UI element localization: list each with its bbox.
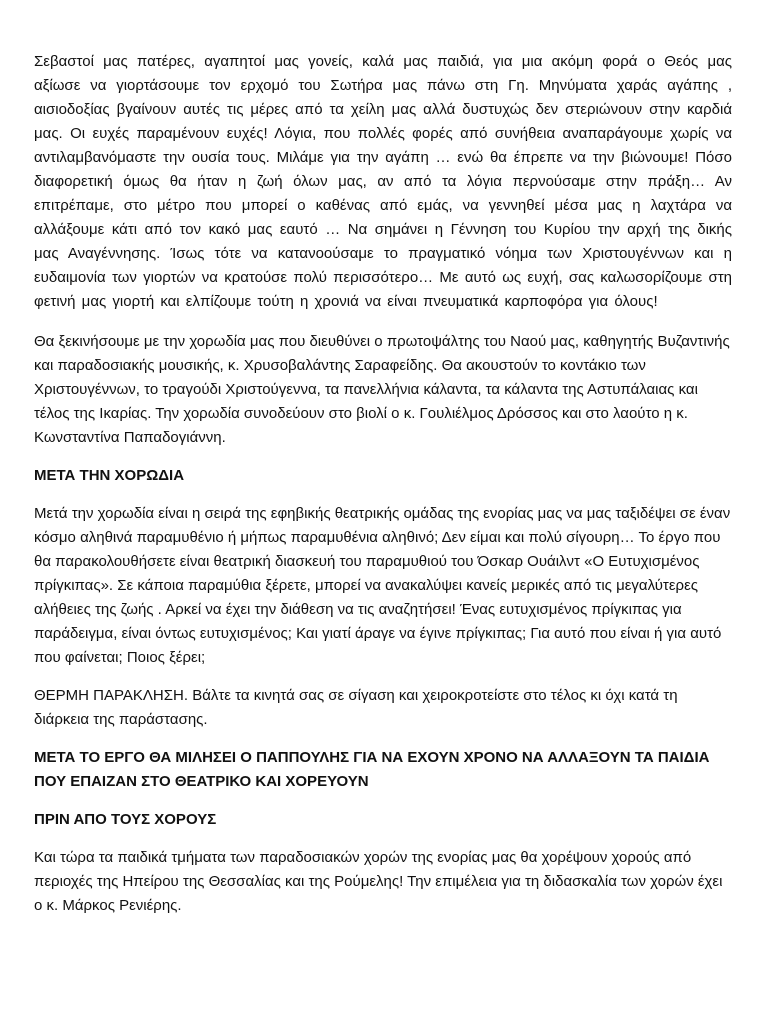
after-choir-heading: ΜΕΤΑ ΤΗΝ ΧΟΡΩΔΙΑ	[34, 467, 185, 484]
choir-paragraph: Θα ξεκινήσουμε με την χορωδία μας που διευθύνει ο πρωτοψάλτης του Ναού μας, καθηγητής Βυζαντινής και παραδοσιακής μουσικής, κ. Χρυσοβαλάντης Σαραφείδης. Θα ακουστούν το κοντάκιο των Χριστουγέννων, το τραγούδι Χριστούγεννα, τα πανελλήνια κάλαντα, τα κάλαντα της Αστυπάλαιας και τέλος της Ικαρίας. Την χορωδία συνοδεύουν στο βιολί ο κ. Γουλιέλμος Δρόσσος και στο λαούτο η κ. Κωνσταντίνα Παπαδογιάννη.	[34, 333, 730, 446]
before-dances-heading: ΠΡΙΝ ΑΠΟ ΤΟΥΣ ΧΟΡΟΥΣ	[34, 811, 217, 828]
theatre-paragraph: Μετά την χορωδία είναι η σειρά της εφηβικής θεατρικής ομάδας της ενορίας μας να μας ταξιδέψει σε έναν κόσμο αληθινά παραμυθένιο ή μήπως παραμυθένια αληθινό; Δεν είμαι και πολύ σίγουρη… Το έργο που θα παρακολουθήσετε είναι θεατρική διασκευή του παραμυθιού του Όσκαρ Ουάιλντ «Ο Ευτυχισμένος πρίγκιπας». Σε κάποια παραμύθια ξέρετε, μπορεί να ανακαλύψει κανείς μερικές από τις μεγαλύτερες αλήθειες της ζωής . Αρκεί να έχει την διάθεση να τις αναζητήσει! Ένας ευτυχισμένος πρίγκιπας για παράδειγμα, είναι όντως ευτυχισμένος; Και γιατί άραγε να έγινε πρίγκιπας; Για αυτό που είναι ή για αυτό που φαίνεται; Ποιος ξέρει;	[34, 505, 731, 666]
dances-paragraph: Και τώρα τα παιδικά τμήματα των παραδοσιακών χορών της ενορίας μας θα χορέψουν χορούς από περιοχές της Ηπείρου της Θεσσαλίας και της Ρούμελης! Την επιμέλεια για τη διδασκαλία των χορών έχει ο κ. Μάρκος Ρενιέρης.	[34, 849, 723, 914]
request-paragraph: ΘΕΡΜΗ ΠΑΡΑΚΛΗΣΗ. Βάλτε τα κινητά σας σε σίγαση και χειροκροτείστε στο τέλος κι όχι κατά τη διάρκεια της παράστασης.	[34, 687, 678, 728]
after-play-heading: ΜΕΤΑ ΤΟ ΕΡΓΟ ΘΑ ΜΙΛΗΣΕΙ Ο ΠΑΠΠΟΥΛΗΣ ΓΙΑ ΝΑ ΕΧΟΥΝ ΧΡΟΝΟ ΝΑ ΑΛΛΑΞΟΥΝ ΤΑ ΠΑΙΔΙΑ ΠΟΥ ΕΠΑΙΖΑΝ ΣΤΟ ΘΕΑΤΡΙΚΟ ΚΑΙ ΧΟΡΕΥΟΥΝ	[34, 749, 710, 790]
welcome-paragraph: Σεβαστοί μας πατέρες, αγαπητοί μας γονείς, καλά μας παιδιά, για μια ακόμη φορά ο Θεός μας αξίωσε να γιορτάσουμε τον ερχομό του Σωτήρα μας πάνω στη Γη. Μηνύματα χαράς αγάπης , αισιοδοξίας βγαίνουν αυτές τις μέρες από τα χείλη μας αλλά δυστυχώς δεν στεριώνουν στην καρδιά μας. Οι ευχές παραμένουν ευχές! Λόγια, που πολλές φορές από συνήθεια αναπαράγουμε χωρίς να αντιλαμβανόμαστε την ουσία τους. Μιλάμε για την αγάπη … ενώ θα έπρεπε να την βιώνουμε! Πόσο διαφορετική όμως θα ήταν η ζωή όλων μας, αν από τα λόγια περνούσαμε στην πράξη… Αν επιτρέπαμε, στο μέτρο που μπορεί ο καθένας από εμάς, να γεννηθεί μέσα μας η λαχτάρα να αλλάξουμε κάτι από τον κακό μας εαυτό … Να σημάνει η Γέννηση του Κυρίου την αρχή της δικής μας Αναγέννησης. Ίσως τότε να κατανοούσαμε το πραγματικό νόημα των Χριστουγέννων και η ευδαιμονία των γιορτών να κρατούσε πολύ περισσότερο… Με αυτό ως ευχή, σας καλωσορίζουμε στη φετινή μας γιορτή και ελπίζουμε τούτη η χρονιά να είναι πνευματικά καρποφόρα για όλους!	[34, 53, 732, 310]
document-page	[34, 50, 732, 918]
